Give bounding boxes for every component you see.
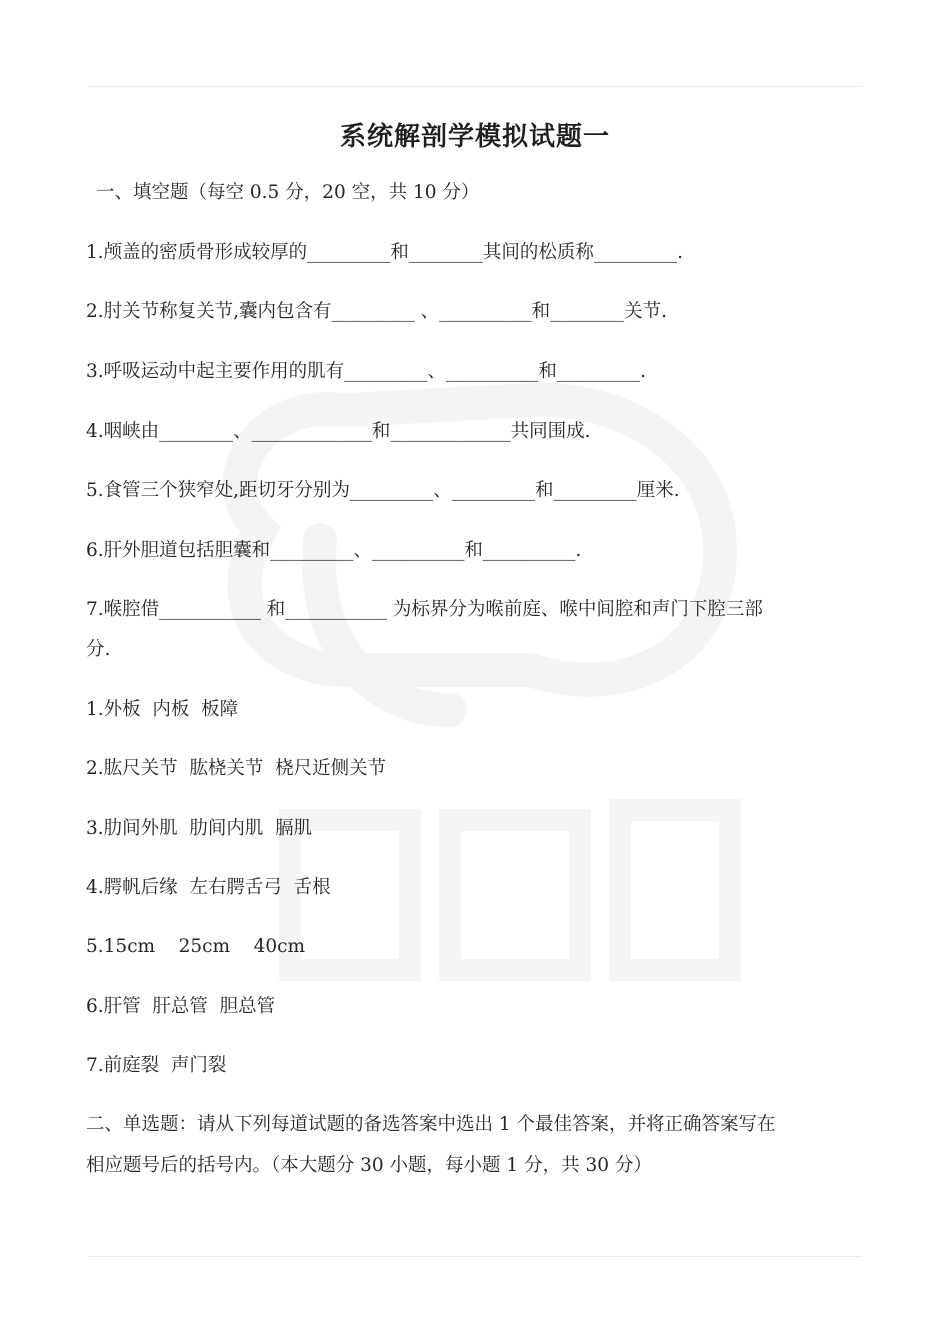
question-7-continued: 分. bbox=[86, 639, 111, 660]
answer-4: 4.腭帆后缘 左右腭舌弓 舌根 bbox=[86, 877, 331, 898]
section-heading-fill-in: 一、填空题（每空 0.5 分，20 空，共 10 分） bbox=[96, 182, 480, 203]
question-6: 6.肝外胆道包括胆囊和_________、__________和__________. bbox=[86, 540, 582, 561]
question-4: 4.咽峡由________、_____________和_____________共同围成. bbox=[86, 421, 591, 442]
answer-3: 3.肋间外肌 肋间内肌 膈肌 bbox=[86, 818, 313, 839]
question-5: 5.食管三个狭窄处,距切牙分别为_________、_________和_________厘米. bbox=[86, 480, 680, 501]
top-divider bbox=[88, 86, 862, 87]
answer-2: 2.肱尺关节 肱桡关节 桡尺近侧关节 bbox=[86, 758, 387, 779]
answer-7: 7.前庭裂 声门裂 bbox=[86, 1055, 227, 1076]
section-heading-single-choice-continued: 相应题号后的括号内。（本大题分 30 小题，每小题 1 分，共 30 分） bbox=[86, 1155, 652, 1176]
bottom-divider bbox=[88, 1256, 862, 1257]
answer-1: 1.外板 内板 板障 bbox=[86, 699, 239, 720]
question-7: 7.喉腔借___________ 和___________ 为标界分为喉前庭、喉中间腔和声门下腔三部 bbox=[86, 599, 763, 620]
answer-5: 5.15cm 25cm 40cm bbox=[86, 936, 306, 957]
section-heading-single-choice: 二、单选题：请从下列每道试题的备选答案中选出 1 个最佳答案，并将正确答案写在 bbox=[86, 1114, 776, 1135]
answer-6: 6.肝管 肝总管 胆总管 bbox=[86, 996, 276, 1017]
question-2: 2.肘关节称复关节,囊内包含有_________ 、__________和________关节. bbox=[86, 301, 668, 322]
page-title: 系统解剖学模拟试题一 bbox=[339, 122, 610, 152]
question-1: 1.颅盖的密质骨形成较厚的_________和________其间的松质称_________. bbox=[86, 242, 684, 263]
question-3: 3.呼吸运动中起主要作用的肌有_________、__________和_________. bbox=[86, 361, 647, 382]
